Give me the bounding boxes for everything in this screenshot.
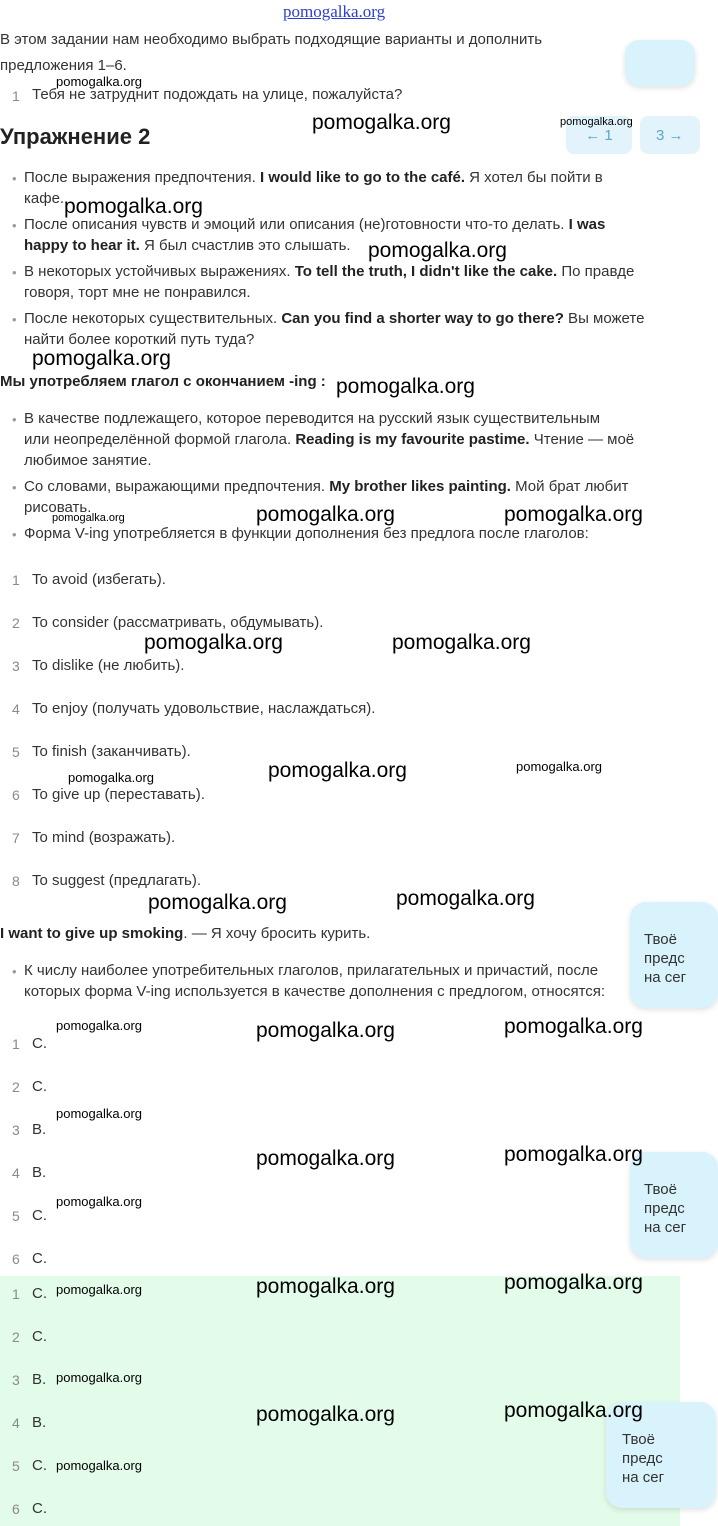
answer-number: 2 [12, 1079, 20, 1095]
intro-item-text: Тебя не затруднит подождать на улице, пожалуйста? [32, 86, 403, 103]
bullet: • [12, 480, 17, 495]
answer-number: 1 [12, 1036, 20, 1052]
watermark: pomogalka.org [516, 759, 602, 774]
watermark: pomogalka.org [148, 891, 287, 914]
answer-number: 2 [12, 1329, 20, 1345]
watermark: pomogalka.org [32, 347, 171, 370]
infinitive-use-3-line-1: В некоторых устойчивых выражениях. To tell the truth, I didn't like the cake. По правде [24, 263, 635, 280]
verb-number: 6 [12, 787, 20, 803]
bullet: • [12, 171, 17, 186]
watermark: pomogalka.org [504, 1399, 643, 1422]
ing-use-1-line-1: В качестве подлежащего, которое переводится на русский язык существительным [24, 410, 601, 427]
watermark: pomogalka.org [504, 1143, 643, 1166]
watermark: pomogalka.org [268, 759, 407, 782]
answer-number: 4 [12, 1415, 20, 1431]
watermark: pomogalka.org [504, 1271, 643, 1294]
verb-item: To finish (заканчивать). [32, 743, 191, 760]
ing-use-3-line-1: Форма V-ing употребляется в функции дополнения без предлога после глаголов: [24, 525, 589, 542]
bullet: • [12, 412, 17, 427]
answer-number: 5 [12, 1208, 20, 1224]
intro-line-1: В этом задании нам необходимо выбрать подходящие варианты и дополнить [0, 31, 543, 48]
ing-use-1-line-3: любимое занятие. [24, 452, 152, 469]
verb-item: To consider (рассматривать, обдумывать). [32, 614, 324, 631]
bullet: • [12, 312, 17, 327]
watermark: pomogalka.org [256, 1275, 395, 1298]
answer-value: C. [32, 1250, 47, 1267]
answer-value: C. [32, 1285, 47, 1302]
ing-heading: Мы употребляем глагол с окончанием -ing : [0, 373, 326, 390]
answer-value: B. [32, 1371, 47, 1388]
watermark: pomogalka.org [560, 116, 633, 128]
verb-number: 5 [12, 744, 20, 760]
watermark: pomogalka.org [396, 887, 535, 910]
answer-number: 6 [12, 1251, 20, 1267]
intro-item-number: 1 [12, 88, 20, 104]
watermark: pomogalka.org [368, 239, 507, 262]
prep-note-line-1: К числу наиболее употребительных глаголов, прилагательных и причастий, после [24, 962, 599, 979]
watermark: pomogalka.org [336, 375, 475, 398]
answer-value: B. [32, 1121, 47, 1138]
watermark: pomogalka.org [56, 1194, 142, 1209]
infinitive-use-2-line-2: happy to hear it. Я был счастлив это слышать. [24, 237, 351, 254]
verb-item: To suggest (предлагать). [32, 872, 202, 889]
bullet: • [12, 265, 17, 280]
chat-bubble-text: Твоё предс на сег [644, 931, 687, 986]
watermark: pomogalka.org [256, 1147, 395, 1170]
verb-number: 4 [12, 701, 20, 717]
watermark: pomogalka.org [256, 1019, 395, 1042]
ing-use-1-line-2: или неопределённой формой глагола. Reading is my favourite pastime. Чтение — моё [24, 431, 635, 448]
bullet: • [12, 218, 17, 233]
answer-value: C. [32, 1500, 47, 1517]
bullet: • [12, 527, 17, 542]
verb-item: To mind (возражать). [32, 829, 176, 846]
verb-item: To dislike (не любить). [32, 657, 185, 674]
infinitive-use-1-line-2: кафе. [24, 190, 65, 207]
bullet: • [12, 964, 17, 979]
answer-value: C. [32, 1078, 47, 1095]
chat-bubble-text: Твоё предс на сег [622, 1431, 665, 1486]
prev-exercise-button[interactable]: ← 1 [566, 116, 632, 154]
chat-bubble[interactable] [630, 1152, 718, 1258]
watermark: pomogalka.org [56, 1106, 142, 1121]
verb-number: 8 [12, 873, 20, 889]
answer-value: B. [32, 1414, 47, 1431]
answer-value: B. [32, 1164, 47, 1181]
infinitive-use-4-line-2: найти более короткий путь туда? [24, 331, 255, 348]
watermark: pomogalka.org [56, 1370, 142, 1385]
verb-number: 7 [12, 830, 20, 846]
verb-item: To enjoy (получать удовольствие, наслаждаться). [32, 700, 376, 717]
exercise-title: Упражнение 2 [0, 124, 151, 149]
answer-number: 3 [12, 1122, 20, 1138]
verb-item: To give up (переставать). [32, 786, 205, 803]
example-sentence: I want to give up smoking. — Я хочу бросить курить. [0, 925, 371, 942]
verb-number: 3 [12, 658, 20, 674]
answer-number: 6 [12, 1501, 20, 1517]
ing-use-2-line-2: рисовать. [24, 499, 92, 516]
watermark: pomogalka.org [256, 503, 395, 526]
verb-item: To avoid (избегать). [32, 571, 166, 588]
answer-number: 5 [12, 1458, 20, 1474]
infinitive-use-2-line-1: После описания чувств и эмоций или описания (не)готовности что-то делать. I was [24, 216, 606, 233]
watermark: pomogalka.org [68, 770, 154, 785]
chat-bubble-top[interactable] [625, 40, 695, 86]
answer-number: 3 [12, 1372, 20, 1388]
infinitive-use-1-line-1: После выражения предпочтения. I would like to go to the café. Я хотел бы пойти в [24, 169, 603, 186]
intro-line-2: предложения 1–6. [0, 57, 127, 74]
watermark: pomogalka.org [56, 1018, 142, 1033]
answer-number: 1 [12, 1286, 20, 1302]
site-logo[interactable]: pomogalka.org [283, 2, 386, 21]
watermark: pomogalka.org [52, 512, 125, 524]
watermark: pomogalka.org [392, 631, 531, 654]
verb-number: 2 [12, 615, 20, 631]
watermark: pomogalka.org [504, 1015, 643, 1038]
verb-number: 1 [12, 572, 20, 588]
answer-value: C. [32, 1328, 47, 1345]
ing-use-2-line-1: Со словами, выражающими предпочтения. My brother likes painting. Мой брат любит [24, 478, 629, 495]
answer-value: C. [32, 1207, 47, 1224]
next-exercise-label: 3 → [656, 126, 684, 144]
infinitive-use-3-line-2: говоря, торт мне не понравился. [24, 284, 251, 301]
watermark: pomogalka.org [56, 1282, 142, 1297]
watermark: pomogalka.org [312, 111, 451, 134]
prep-note-line-2: которых форма V-ing используется в качестве дополнения с предлогом, относятся: [24, 983, 606, 1000]
infinitive-use-4-line-1: После некоторых существительных. Can you find a shorter way to go there? Вы можете [24, 310, 645, 327]
watermark: pomogalka.org [144, 631, 283, 654]
watermark: pomogalka.org [504, 503, 643, 526]
answer-value: C. [32, 1457, 47, 1474]
watermark: pomogalka.org [64, 195, 203, 218]
watermark: pomogalka.org [56, 1458, 142, 1473]
watermark: pomogalka.org [56, 74, 142, 89]
watermark: pomogalka.org [256, 1403, 395, 1426]
answer-value: C. [32, 1035, 47, 1052]
chat-bubble[interactable] [630, 902, 718, 1008]
answer-number: 4 [12, 1165, 20, 1181]
next-exercise-button[interactable] [640, 116, 700, 154]
chat-bubble-text: Твоё предс на сег [644, 1181, 687, 1236]
